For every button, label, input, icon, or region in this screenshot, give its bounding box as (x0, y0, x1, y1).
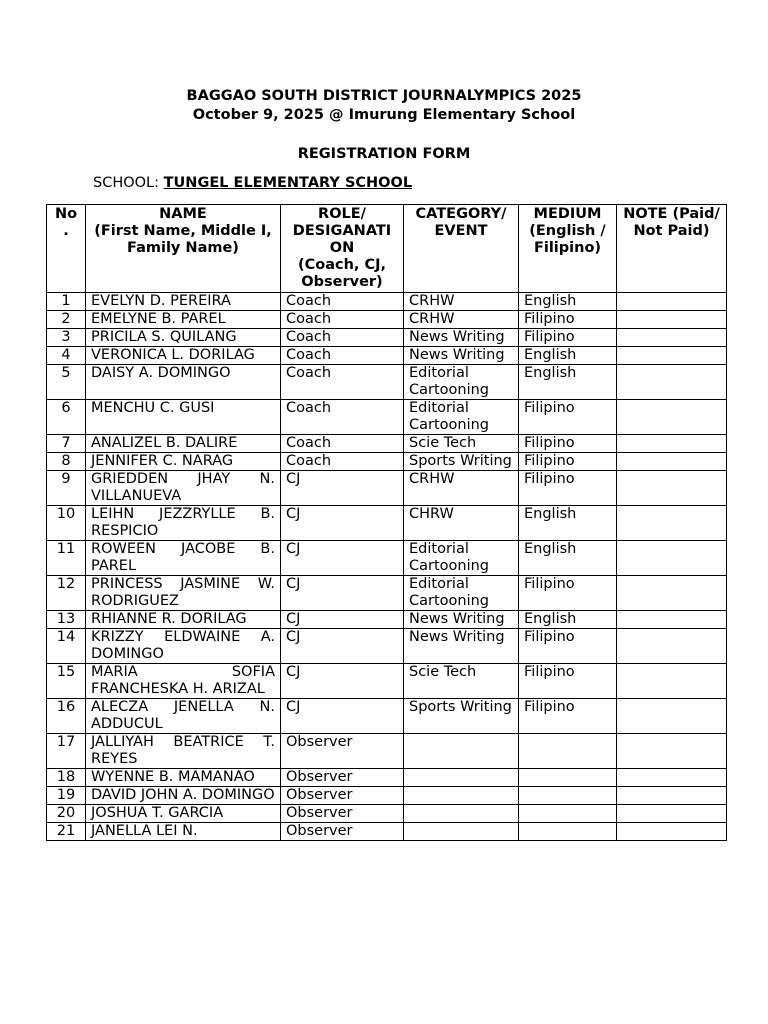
table-row (47, 329, 727, 347)
row-role: CJ (281, 506, 404, 541)
table-row (47, 347, 727, 365)
row-note (617, 611, 727, 629)
row-note (617, 365, 727, 400)
row-role: Coach (281, 435, 404, 453)
row-medium (519, 805, 617, 823)
row-category: Editorial Cartooning (404, 400, 519, 435)
registration-table (46, 204, 727, 841)
row-name: EMELYNE B. PAREL (86, 311, 281, 329)
header-no (47, 205, 86, 293)
row-medium: English (519, 506, 617, 541)
row-number: 16 (47, 699, 86, 734)
row-role: Observer (281, 823, 404, 841)
header-medium-text: MEDIUM (English / Filipino) (529, 206, 606, 256)
row-number: 7 (47, 435, 86, 453)
row-medium: English (519, 293, 617, 311)
row-category: News Writing (404, 329, 519, 347)
row-number: 4 (47, 347, 86, 365)
row-role: CJ (281, 576, 404, 611)
row-number: 13 (47, 611, 86, 629)
row-note (617, 329, 727, 347)
row-medium: English (519, 611, 617, 629)
row-category: Editorial Cartooning (404, 365, 519, 400)
row-number: 8 (47, 453, 86, 471)
row-note (617, 400, 727, 435)
table-row (47, 576, 727, 611)
row-medium (519, 734, 617, 769)
row-role: Observer (281, 787, 404, 805)
row-medium: Filipino (519, 629, 617, 664)
row-category: Sports Writing (404, 453, 519, 471)
table-row (47, 365, 727, 400)
row-medium: Filipino (519, 329, 617, 347)
row-name: JALLIYAH BEATRICE T. REYES (86, 734, 281, 769)
row-category (404, 769, 519, 787)
table-row (47, 734, 727, 769)
row-category: News Writing (404, 347, 519, 365)
row-number: 9 (47, 471, 86, 506)
row-number: 3 (47, 329, 86, 347)
row-category (404, 734, 519, 769)
row-number: 10 (47, 506, 86, 541)
form-title: REGISTRATION FORM (297, 146, 471, 162)
row-role: Coach (281, 293, 404, 311)
row-medium: Filipino (519, 576, 617, 611)
row-name: EVELYN D. PEREIRA (86, 293, 281, 311)
row-role: Coach (281, 365, 404, 400)
row-medium: Filipino (519, 664, 617, 699)
event-date-venue: October 9, 2025 @ Imurung Elementary School (192, 107, 576, 123)
row-name: ANALIZEL B. DALIRE (86, 435, 281, 453)
school-name: TUNGEL ELEMENTARY SCHOOL (163, 175, 413, 191)
row-name: KRIZZY ELDWAINE A. DOMINGO (86, 629, 281, 664)
row-name: LEIHN JEZZRYLLE B. RESPICIO (86, 506, 281, 541)
row-number: 14 (47, 629, 86, 664)
row-note (617, 787, 727, 805)
row-name: MARIA SOFIA FRANCHESKA H. ARIZAL (86, 664, 281, 699)
row-role: Coach (281, 347, 404, 365)
row-medium: Filipino (519, 435, 617, 453)
row-name: RHIANNE R. DORILAG (86, 611, 281, 629)
row-category (404, 805, 519, 823)
row-role: CJ (281, 699, 404, 734)
table-row (47, 453, 727, 471)
table-row (47, 400, 727, 435)
table-row (47, 664, 727, 699)
row-role: Coach (281, 400, 404, 435)
header-role (281, 205, 404, 293)
row-category: CRHW (404, 293, 519, 311)
row-medium: Filipino (519, 453, 617, 471)
table-row (47, 787, 727, 805)
table-row (47, 541, 727, 576)
row-name: JOSHUA T. GARCIA (86, 805, 281, 823)
row-note (617, 629, 727, 664)
row-note (617, 734, 727, 769)
row-note (617, 541, 727, 576)
row-category: Scie Tech (404, 435, 519, 453)
row-number: 12 (47, 576, 86, 611)
row-number: 17 (47, 734, 86, 769)
row-medium: English (519, 541, 617, 576)
row-medium: Filipino (519, 471, 617, 506)
row-medium: Filipino (519, 699, 617, 734)
row-name: ROWEEN JACOBE B. PAREL (86, 541, 281, 576)
row-name: PRICILA S. QUILANG (86, 329, 281, 347)
table-row (47, 699, 727, 734)
table-row (47, 629, 727, 664)
table-row (47, 805, 727, 823)
row-number: 6 (47, 400, 86, 435)
row-name: PRINCESS JASMINE W. RODRIGUEZ (86, 576, 281, 611)
row-category: CHRW (404, 506, 519, 541)
row-note (617, 311, 727, 329)
row-medium: Filipino (519, 311, 617, 329)
row-category: CRHW (404, 311, 519, 329)
row-name: WYENNE B. MAMANAO (86, 769, 281, 787)
row-note (617, 471, 727, 506)
header-name-text: NAME (First Name, Middle I, Family Name) (94, 206, 272, 256)
row-note (617, 576, 727, 611)
row-category: Editorial Cartooning (404, 541, 519, 576)
row-role: CJ (281, 541, 404, 576)
row-category: Sports Writing (404, 699, 519, 734)
header-note-text: NOTE (Paid/ Not Paid) (623, 206, 720, 239)
row-role: CJ (281, 611, 404, 629)
row-medium: Filipino (519, 400, 617, 435)
row-number: 19 (47, 787, 86, 805)
school-line (93, 175, 412, 191)
row-medium: English (519, 365, 617, 400)
table-body (47, 293, 727, 841)
row-note (617, 769, 727, 787)
header-role-text: ROLE/ DESIGANATI ON (Coach, CJ, Observer) (292, 206, 392, 290)
row-note (617, 823, 727, 841)
row-medium (519, 769, 617, 787)
row-category: News Writing (404, 629, 519, 664)
row-number: 1 (47, 293, 86, 311)
row-role: CJ (281, 629, 404, 664)
table-row (47, 471, 727, 506)
row-role: CJ (281, 471, 404, 506)
row-number: 15 (47, 664, 86, 699)
row-name: DAVID JOHN A. DOMINGO (86, 787, 281, 805)
row-category: Editorial Cartooning (404, 576, 519, 611)
row-note (617, 347, 727, 365)
row-note (617, 453, 727, 471)
table-row (47, 311, 727, 329)
row-number: 18 (47, 769, 86, 787)
row-note (617, 699, 727, 734)
row-category: CRHW (404, 471, 519, 506)
row-medium (519, 823, 617, 841)
row-number: 11 (47, 541, 86, 576)
row-note (617, 805, 727, 823)
row-name: MENCHU C. GUSI (86, 400, 281, 435)
row-note (617, 435, 727, 453)
row-number: 20 (47, 805, 86, 823)
row-category (404, 787, 519, 805)
table-row (47, 435, 727, 453)
header-name (86, 205, 281, 293)
row-medium (519, 787, 617, 805)
school-label: SCHOOL: (93, 175, 164, 191)
row-role: Observer (281, 769, 404, 787)
row-name: JANELLA LEI N. (86, 823, 281, 841)
row-category: Scie Tech (404, 664, 519, 699)
table-row (47, 293, 727, 311)
row-note (617, 506, 727, 541)
row-number: 2 (47, 311, 86, 329)
table-row (47, 611, 727, 629)
table-row (47, 769, 727, 787)
row-note (617, 293, 727, 311)
row-category (404, 823, 519, 841)
table-header-row (47, 205, 727, 293)
header-medium (519, 205, 617, 293)
row-role: Coach (281, 329, 404, 347)
header-note (617, 205, 727, 293)
row-note (617, 664, 727, 699)
row-number: 21 (47, 823, 86, 841)
row-role: Coach (281, 311, 404, 329)
table-row (47, 823, 727, 841)
row-name: DAISY A. DOMINGO (86, 365, 281, 400)
header-no-text: No . (54, 206, 78, 239)
row-medium: English (519, 347, 617, 365)
row-name: ALECZA JENELLA N. ADDUCUL (86, 699, 281, 734)
row-name: GRIEDDEN JHAY N. VILLANUEVA (86, 471, 281, 506)
table-row (47, 506, 727, 541)
row-name: JENNIFER C. NARAG (86, 453, 281, 471)
header-category (404, 205, 519, 293)
row-role: Observer (281, 805, 404, 823)
row-role: CJ (281, 664, 404, 699)
row-role: Coach (281, 453, 404, 471)
row-category: News Writing (404, 611, 519, 629)
row-role: Observer (281, 734, 404, 769)
row-number: 5 (47, 365, 86, 400)
document-title: BAGGAO SOUTH DISTRICT JOURNALYMPICS 2025 (186, 88, 582, 104)
row-name: VERONICA L. DORILAG (86, 347, 281, 365)
header-category-text: CATEGORY/ EVENT (415, 206, 507, 239)
